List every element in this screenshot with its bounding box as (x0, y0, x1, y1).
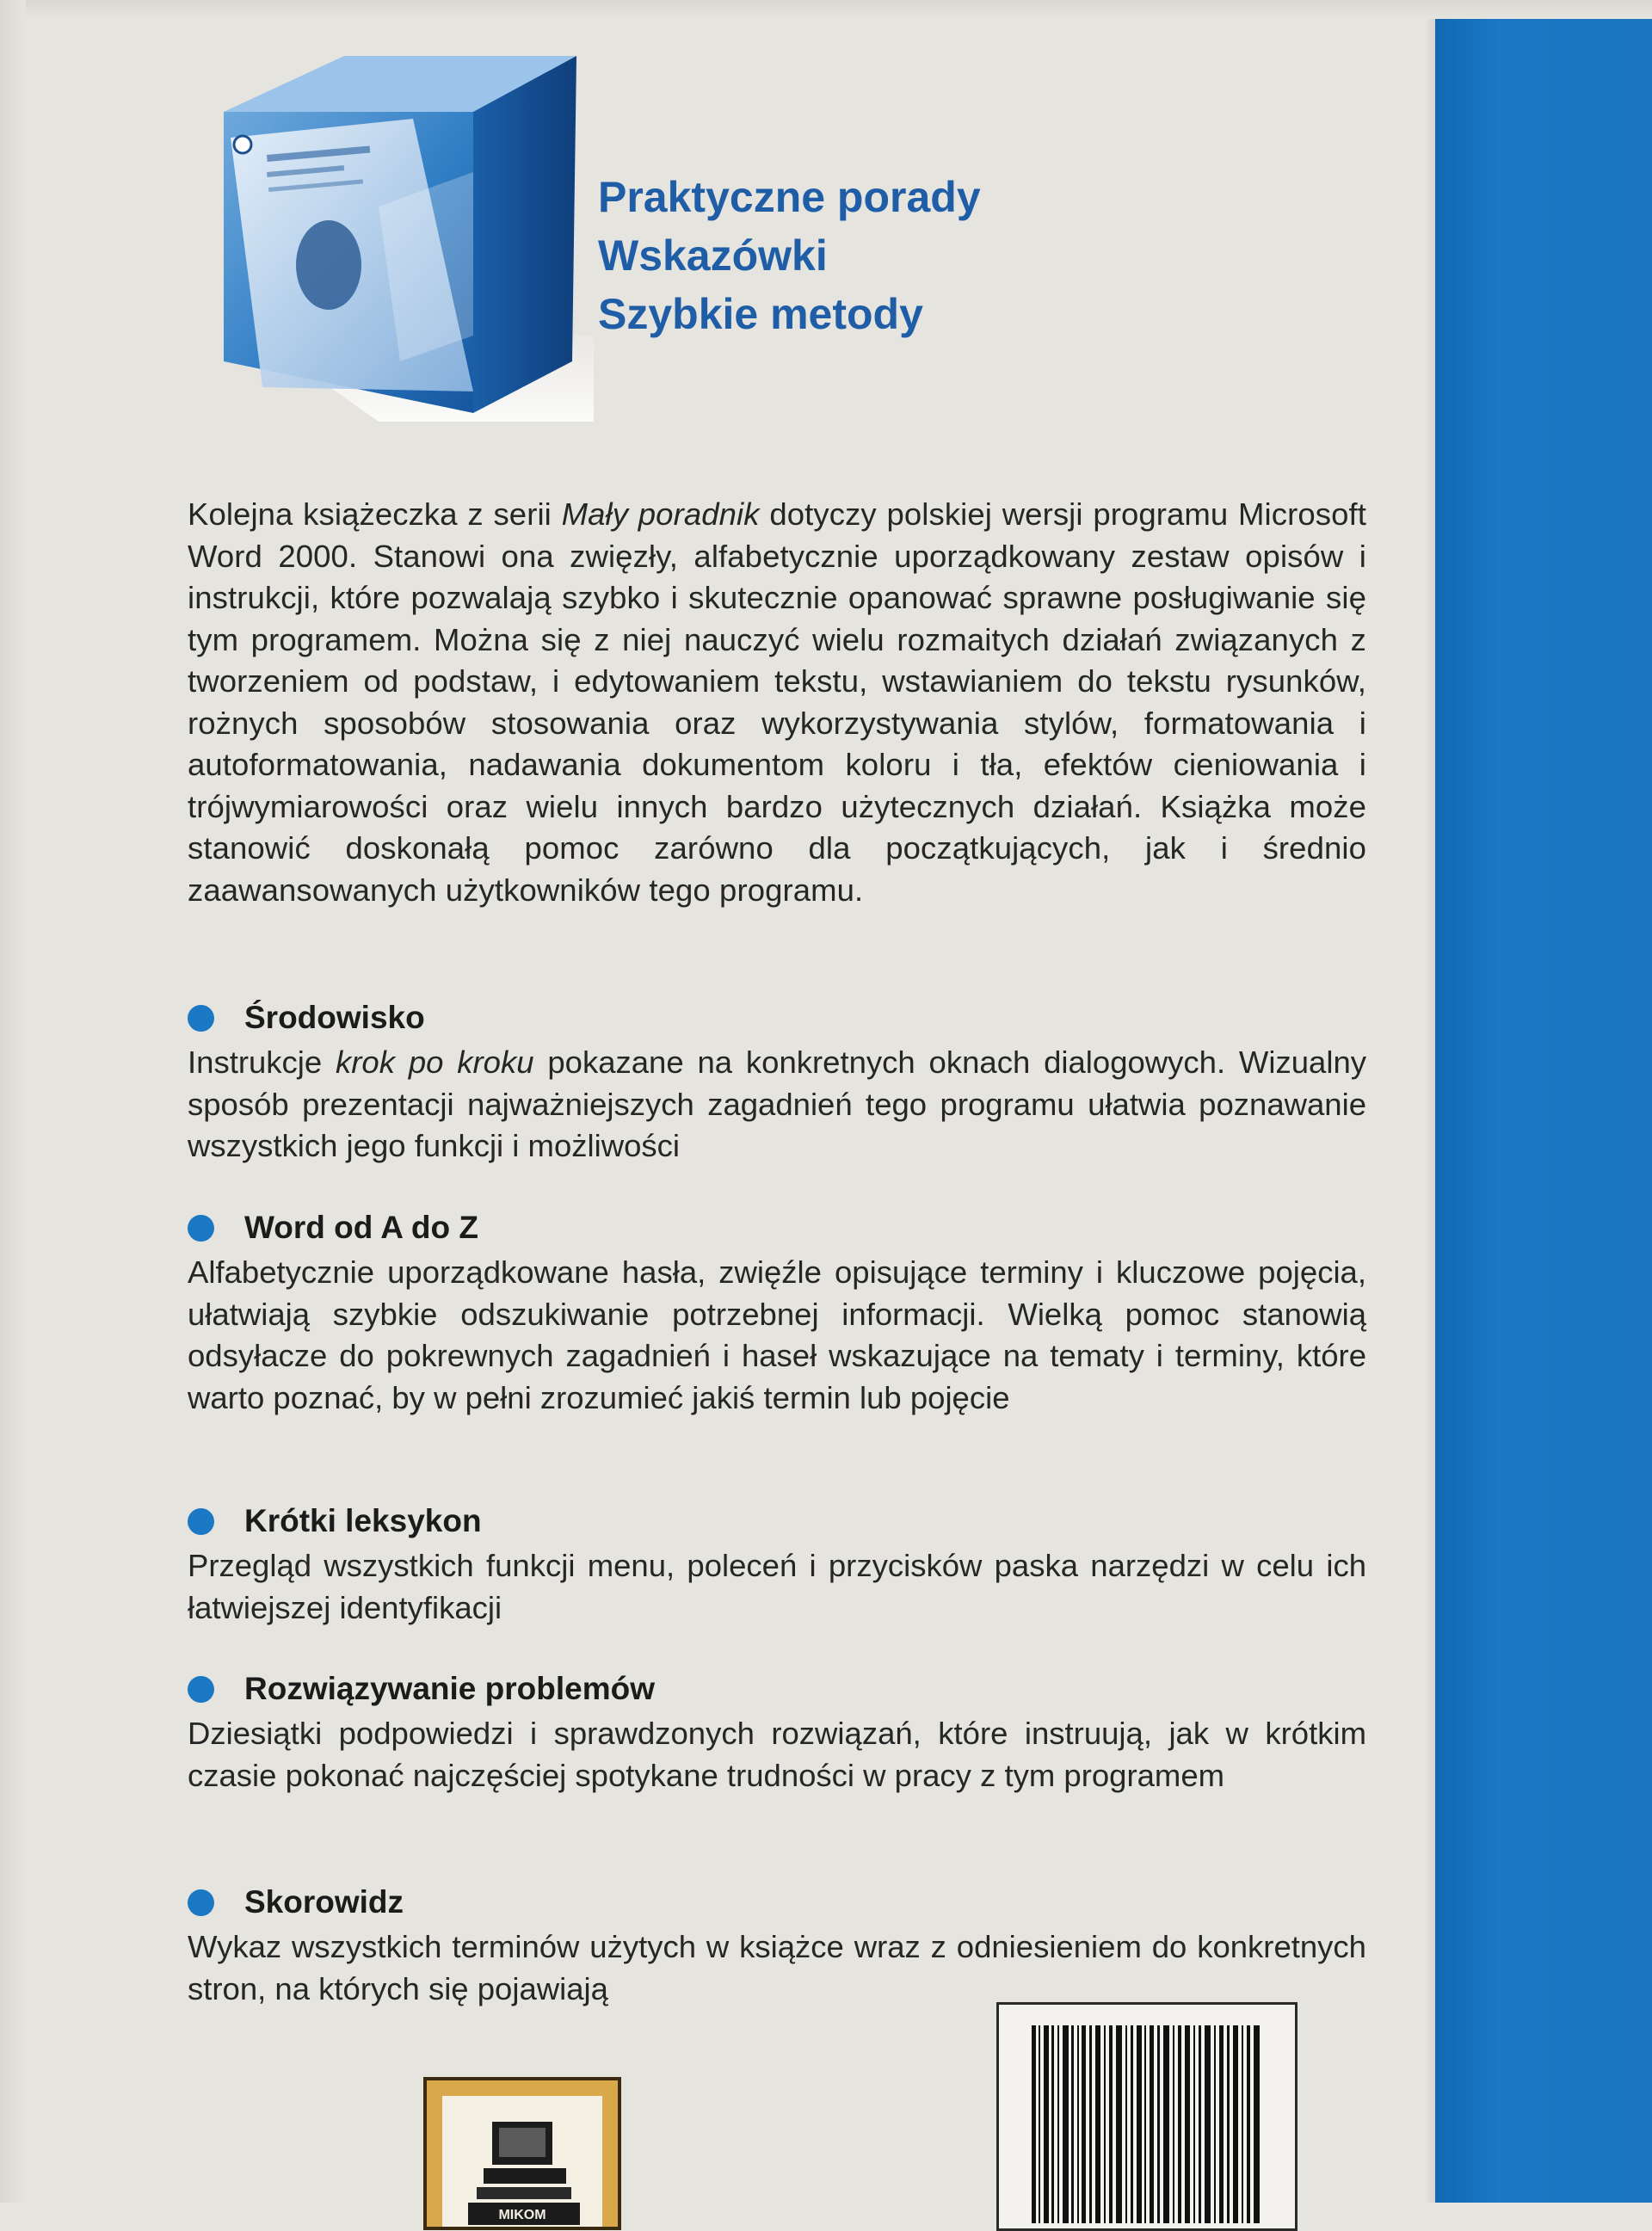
feature-description: Dziesiątki podpowiedzi i sprawdzonych rozwiązań, które instruują, jak w krótkim czasie pokonać najczęściej spotykane trudności w pracy z tym programem (188, 1716, 1366, 1793)
computer-icon (442, 2096, 602, 2225)
barcode (1032, 2025, 1264, 2223)
feature-description: Przegląd wszystkich funkcji menu, poleceń i przycisków paska narzędzi w celu ich łatwiejszej identyfikacji (188, 1548, 1366, 1625)
tagline-1: Praktyczne porady (598, 173, 981, 221)
intro-text-rest: dotyczy polskiej wersji programu Microsoft Word 2000. Stanowi ona zwięzły, alfabetycznie uporządkowany zestaw opisów i instrukcji, które pozwalają szybko i skutecznie opanować sprawne posługiwanie się tym programem. Można się z niej nauczyć wielu rozmaitych działań związanych z tworzeniem od podstaw, i edytowaniem tekstu, wstawianiem do tekstu rysunków, rożnych sposobów stosowania oraz wykorzystywania stylów, formatowania i autoformatowania, nadawania dokumentom koloru i tła, efektów cieniowania i trójwymiarowości oraz wielu innych bardzo użytecznych działań. Książka może stanowić doskonałą pomoc zarówno dla początkujących, jak i średnio zaawansowanych użytkowników tego programu. (188, 496, 1366, 908)
feature-title: Skorowidz (244, 1884, 404, 1920)
bullet-icon (188, 1676, 214, 1703)
feature-desc-rest: pokazane na konkretnych oknach dialogowych. Wizualny sposób prezentacji najważniejszych zagadnień tego programu ułatwia poznawanie wszystkich jego funkcji i możliwości (188, 1045, 1366, 1163)
publisher-logo-text: MIKOM (498, 2208, 546, 2222)
feature-heading (188, 1501, 1366, 1542)
feature-heading (188, 1882, 1366, 1923)
feature-title: Środowisko (244, 1000, 425, 1035)
bullet-icon (188, 1889, 214, 1916)
bullet-icon (188, 1005, 214, 1032)
feature-rozwiazywanie-problemow (188, 1668, 1366, 1797)
feature-heading (188, 997, 1366, 1038)
feature-description: Wykaz wszystkich terminów użytych w książce wraz z odniesieniem do konkretnych stron, na których się pojawiają (188, 1929, 1366, 2006)
tagline-2: Wskazówki (598, 231, 828, 280)
feature-title: Rozwiązywanie problemów (244, 1671, 655, 1706)
feature-srodowisko (188, 997, 1366, 1168)
feature-description: Alfabetycznie uporządkowane hasła, zwięźle opisujące terminy i kluczowe pojęcia, ułatwiają szybkie odszukiwanie potrzebnej informacji. Wielką pomoc stanowią odsyłacze do pokrewnych zagadnień i haseł wskazujące na tematy i terminy, które warto poznać, by w pełni zrozumieć jakiś termin lub pojęcie (188, 1254, 1366, 1415)
taglines (598, 168, 1149, 343)
bullet-icon (188, 1508, 214, 1535)
page-left-edge (0, 0, 26, 2203)
feature-krotki-leksykon (188, 1501, 1366, 1629)
barcode-box (996, 2002, 1298, 2231)
feature-skorowidz (188, 1882, 1366, 2010)
feature-heading (188, 1207, 1366, 1248)
tagline-3: Szybkie metody (598, 290, 923, 338)
intro-paragraph (188, 494, 1366, 911)
publisher-logo (423, 2077, 621, 2230)
series-name: Mały poradnik (561, 496, 760, 532)
bullet-icon (188, 1215, 214, 1242)
feature-word-od-a-do-z (188, 1207, 1366, 1419)
page-top-shadow (0, 0, 1652, 19)
intro-text-start: Kolejna książeczka z serii (188, 496, 562, 532)
feature-desc-italic: krok po kroku (336, 1045, 534, 1080)
publisher-logo-panel (442, 2096, 602, 2227)
blue-spine-band (1435, 19, 1652, 2203)
book-illustration (215, 52, 594, 430)
feature-description (188, 1042, 1366, 1168)
feature-heading (188, 1668, 1366, 1710)
feature-desc-start: Instrukcje (188, 1045, 336, 1080)
feature-title: Word od A do Z (244, 1210, 478, 1245)
feature-title: Krótki leksykon (244, 1503, 482, 1538)
